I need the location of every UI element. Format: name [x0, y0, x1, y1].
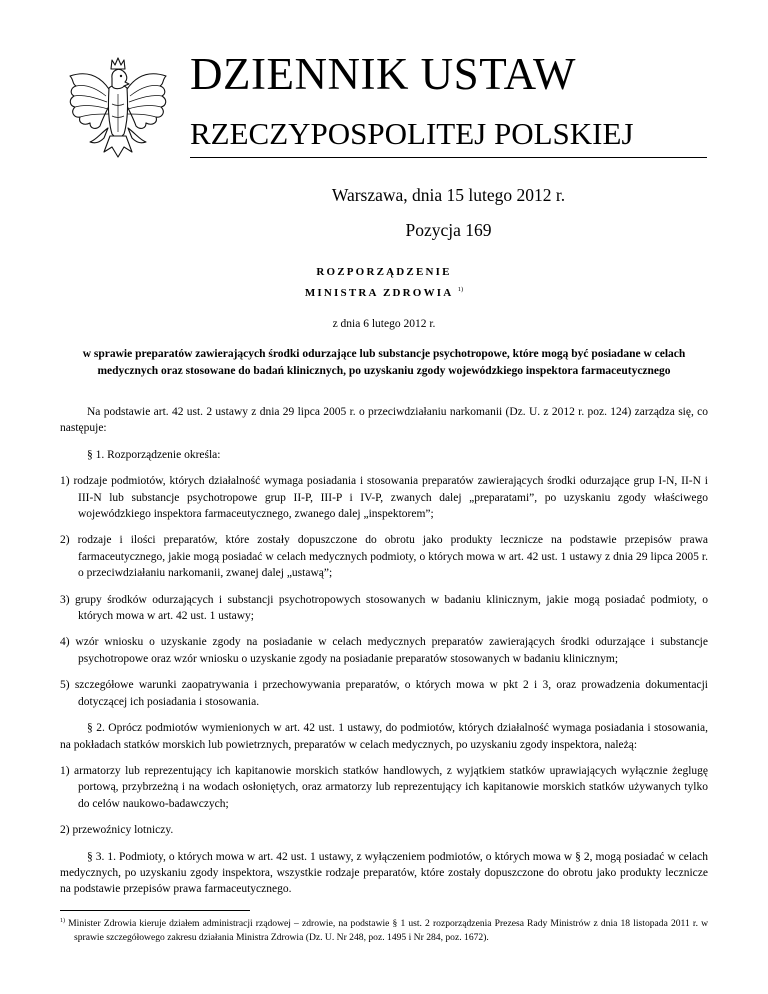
issue-position: Pozycja 169 [405, 220, 492, 240]
paragraph-2-intro: § 2. Oprócz podmiotów wymienionych w art. 42 ust. 1 ustawy, do podmiotów, których działalność wymaga posiadania i stosowania, na pokładach statków morskich lub powietrznych, preparatów w celach medycznych, po uzyskaniu zgody inspektora, należą: [60, 722, 708, 751]
gazette-title: DZIENNIK USTAW [190, 49, 576, 99]
list-item: 2) rodzaje i ilości preparatów, które zostały dopuszczone do obrotu jako produkty lecznicze na podstawie przepisów prawa farmaceutycznego, jakie mogą posiadać w celach medycznych podmioty, o których mowa w art. 42 ust. 1 ustawy z dnia 29 lipca 2005 r. o przeciwdziałaniu narkomanii, zwanej dalej „ustawą”; [60, 534, 708, 580]
list-item: 1) rodzaje podmiotów, których działalność wymaga posiadania i stosowania preparatów zawierających środki odurzające grup I-N, II-N i III-N lub substancje psychotropowe grup II-P, III-P i IV-P, zwanych dalej „preparatami”, po uzyskaniu zgody właściwego wojewódzkiego inspektora farmaceutycznego, zwanego dalej „inspektorem”; [60, 475, 708, 521]
list-item: 4) wzór wniosku o uzyskanie zgody na posiadanie w celach medycznych preparatów zawierających środki odurzające i substancje psychotropowe oraz wzór wniosku o uzyskanie zgody na posiadanie preparatów stosowanych w badaniu klinicznym; [60, 636, 708, 665]
list-item: 1) armatorzy lub reprezentujący ich kapitanowie morskich statków handlowych, z wyjątkiem statków uprawiających wyłącznie żeglugę portową, przybrzeżną i na wodach osłoniętych, oraz armatorzy lub reprezentujący ich kapitanowie morskich statków używanych tylko do celów naukowo-badawczych; [60, 764, 708, 810]
list-item: 3) grupy środków odurzających i substancji psychotropowych stosowanych w badaniu klinicznym, jakie mogą posiadać podmioty, o których mowa w art. 42 ust. 1 ustawy; [60, 593, 708, 623]
act-subject: w sprawie preparatów zawierających środki odurzające lub substancje psychotropowe, które mogą być posiadane w celach medycznych oraz stosowane do badań klinicznych, po uzyskaniu zgody wojewódzkiego inspektora farmaceutycznego [82, 348, 686, 377]
footnote-rule [60, 910, 250, 911]
list-item: 5) szczegółowe warunki zaopatrywania i przechowywania preparatów, o których mowa w pkt 2 i 3, oraz prowadzenia dokumentacji dotyczącej ich posiadania i stosowania. [60, 679, 708, 708]
authority-footnote-ref: 1) [457, 286, 464, 293]
preamble: Na podstawie art. 42 ust. 2 ustawy z dnia 29 lipca 2005 r. o przeciwdziałaniu narkomanii (Dz. U. z 2012 r. poz. 124) zarządza się, co następuje: [60, 406, 708, 435]
act-body [60, 404, 708, 908]
act-authority-text: MINISTRA ZDROWIA [304, 287, 453, 299]
act-authority [0, 286, 768, 299]
gazette-subtitle: RZECZYPOSPOLITEJ POLSKIEJ [190, 116, 634, 151]
paragraph-1-intro: § 1. Rozporządzenie określa: [87, 448, 221, 461]
polish-eagle-emblem-icon [62, 54, 174, 162]
masthead-rule [190, 157, 707, 158]
footnote-marker: 1) [60, 918, 65, 924]
issue-date: Warszawa, dnia 15 lutego 2012 r. [331, 185, 566, 205]
act-date: z dnia 6 lutego 2012 r. [332, 318, 436, 330]
footnote [60, 914, 708, 945]
paragraph-3: § 3. 1. Podmioty, o których mowa w art. 42 ust. 1 ustawy, z wyłączeniem podmiotów, o których mowa w § 2, mogą posiadać w celach medycznych, po uzyskaniu zgody inspektora, wszystkie rodzaje preparatów, które zostały dopuszczone do obrotu jako produkty lecznicze na podstawie przepisów prawa farmaceutycznego. [60, 850, 708, 896]
act-type: ROZPORZĄDZENIE [316, 266, 452, 278]
list-item: 2) przewoźnicy lotniczy. [60, 824, 174, 837]
footnote-text: Minister Zdrowia kieruje działem administracji rządowej – zdrowie, na podstawie § 1 ust. 2 rozporządzenia Prezesa Rady Ministrów z dnia 18 listopada 2011 r. w sprawie szczegółowego zakresu działania Ministra Zdrowia (Dz. U. Nr 248, poz. 1495 i Nr 284, poz. 1672). [68, 918, 709, 943]
